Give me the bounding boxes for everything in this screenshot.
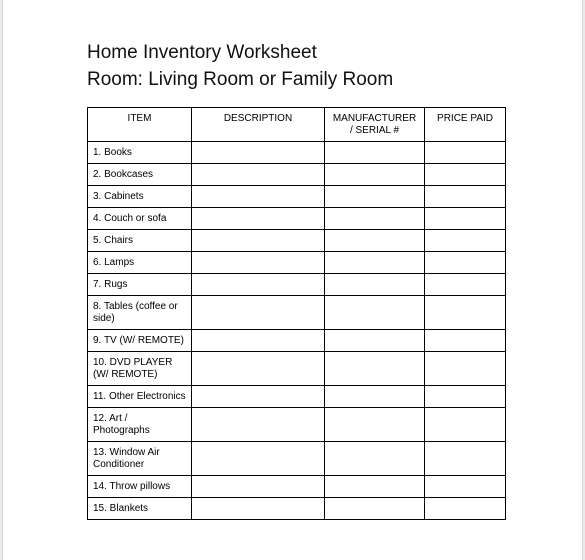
header-item: ITEM xyxy=(88,108,192,142)
item-cell: 10. DVD PLAYER (W/ REMOTE) xyxy=(88,352,192,386)
price-paid-cell[interactable] xyxy=(425,296,506,330)
table-row xyxy=(88,330,506,352)
manufacturer-serial-cell[interactable] xyxy=(325,296,425,330)
description-cell[interactable] xyxy=(192,208,325,230)
item-cell: 14. Throw pillows xyxy=(88,476,192,498)
item-cell: 9. TV (W/ REMOTE) xyxy=(88,330,192,352)
table-row xyxy=(88,352,506,386)
description-cell[interactable] xyxy=(192,408,325,442)
description-cell[interactable] xyxy=(192,442,325,476)
table-row xyxy=(88,274,506,296)
description-cell[interactable] xyxy=(192,498,325,520)
price-paid-cell[interactable] xyxy=(425,442,506,476)
description-cell[interactable] xyxy=(192,142,325,164)
inventory-table xyxy=(87,107,506,520)
price-paid-cell[interactable] xyxy=(425,330,506,352)
manufacturer-serial-cell[interactable] xyxy=(325,252,425,274)
price-paid-cell[interactable] xyxy=(425,386,506,408)
item-cell: 4. Couch or sofa xyxy=(88,208,192,230)
table-row xyxy=(88,442,506,476)
price-paid-cell[interactable] xyxy=(425,498,506,520)
manufacturer-serial-cell[interactable] xyxy=(325,230,425,252)
table-row xyxy=(88,230,506,252)
description-cell[interactable] xyxy=(192,352,325,386)
price-paid-cell[interactable] xyxy=(425,252,506,274)
manufacturer-serial-cell[interactable] xyxy=(325,352,425,386)
price-paid-cell[interactable] xyxy=(425,230,506,252)
item-cell: 1. Books xyxy=(88,142,192,164)
description-cell[interactable] xyxy=(192,186,325,208)
description-cell[interactable] xyxy=(192,330,325,352)
item-cell: 6. Lamps xyxy=(88,252,192,274)
description-cell[interactable] xyxy=(192,476,325,498)
table-row xyxy=(88,498,506,520)
manufacturer-serial-cell[interactable] xyxy=(325,442,425,476)
room-title: Room: Living Room or Family Room xyxy=(87,69,394,90)
table-row xyxy=(88,296,506,330)
item-cell: 2. Bookcases xyxy=(88,164,192,186)
description-cell[interactable] xyxy=(192,274,325,296)
price-paid-cell[interactable] xyxy=(425,186,506,208)
price-paid-cell[interactable] xyxy=(425,408,506,442)
manufacturer-serial-cell[interactable] xyxy=(325,274,425,296)
item-cell: 7. Rugs xyxy=(88,274,192,296)
header-price-paid: PRICE PAID xyxy=(425,108,506,142)
description-cell[interactable] xyxy=(192,386,325,408)
description-cell[interactable] xyxy=(192,164,325,186)
document-page xyxy=(2,0,583,560)
price-paid-cell[interactable] xyxy=(425,142,506,164)
description-cell[interactable] xyxy=(192,252,325,274)
table-row xyxy=(88,142,506,164)
manufacturer-serial-cell[interactable] xyxy=(325,186,425,208)
table-row xyxy=(88,252,506,274)
item-cell: 11. Other Electronics xyxy=(88,386,192,408)
description-cell[interactable] xyxy=(192,230,325,252)
price-paid-cell[interactable] xyxy=(425,476,506,498)
manufacturer-serial-cell[interactable] xyxy=(325,330,425,352)
item-cell: 15. Blankets xyxy=(88,498,192,520)
table-row xyxy=(88,208,506,230)
table-row xyxy=(88,408,506,442)
item-cell: 12. Art / Photographs xyxy=(88,408,192,442)
manufacturer-serial-cell[interactable] xyxy=(325,208,425,230)
item-cell: 8. Tables (coffee or side) xyxy=(88,296,192,330)
price-paid-cell[interactable] xyxy=(425,274,506,296)
price-paid-cell[interactable] xyxy=(425,208,506,230)
table-row xyxy=(88,186,506,208)
table-row xyxy=(88,164,506,186)
manufacturer-serial-cell[interactable] xyxy=(325,498,425,520)
header-manufacturer-serial: MANUFACTURER / SERIAL # xyxy=(325,108,425,142)
manufacturer-serial-cell[interactable] xyxy=(325,142,425,164)
item-cell: 3. Cabinets xyxy=(88,186,192,208)
item-cell: 13. Window Air Conditioner xyxy=(88,442,192,476)
item-cell: 5. Chairs xyxy=(88,230,192,252)
price-paid-cell[interactable] xyxy=(425,164,506,186)
worksheet-title: Home Inventory Worksheet xyxy=(87,42,317,63)
description-cell[interactable] xyxy=(192,296,325,330)
price-paid-cell[interactable] xyxy=(425,352,506,386)
manufacturer-serial-cell[interactable] xyxy=(325,408,425,442)
manufacturer-serial-cell[interactable] xyxy=(325,164,425,186)
table-row xyxy=(88,476,506,498)
header-description: DESCRIPTION xyxy=(192,108,325,142)
manufacturer-serial-cell[interactable] xyxy=(325,386,425,408)
table-row xyxy=(88,386,506,408)
manufacturer-serial-cell[interactable] xyxy=(325,476,425,498)
table-header-row xyxy=(88,108,506,142)
